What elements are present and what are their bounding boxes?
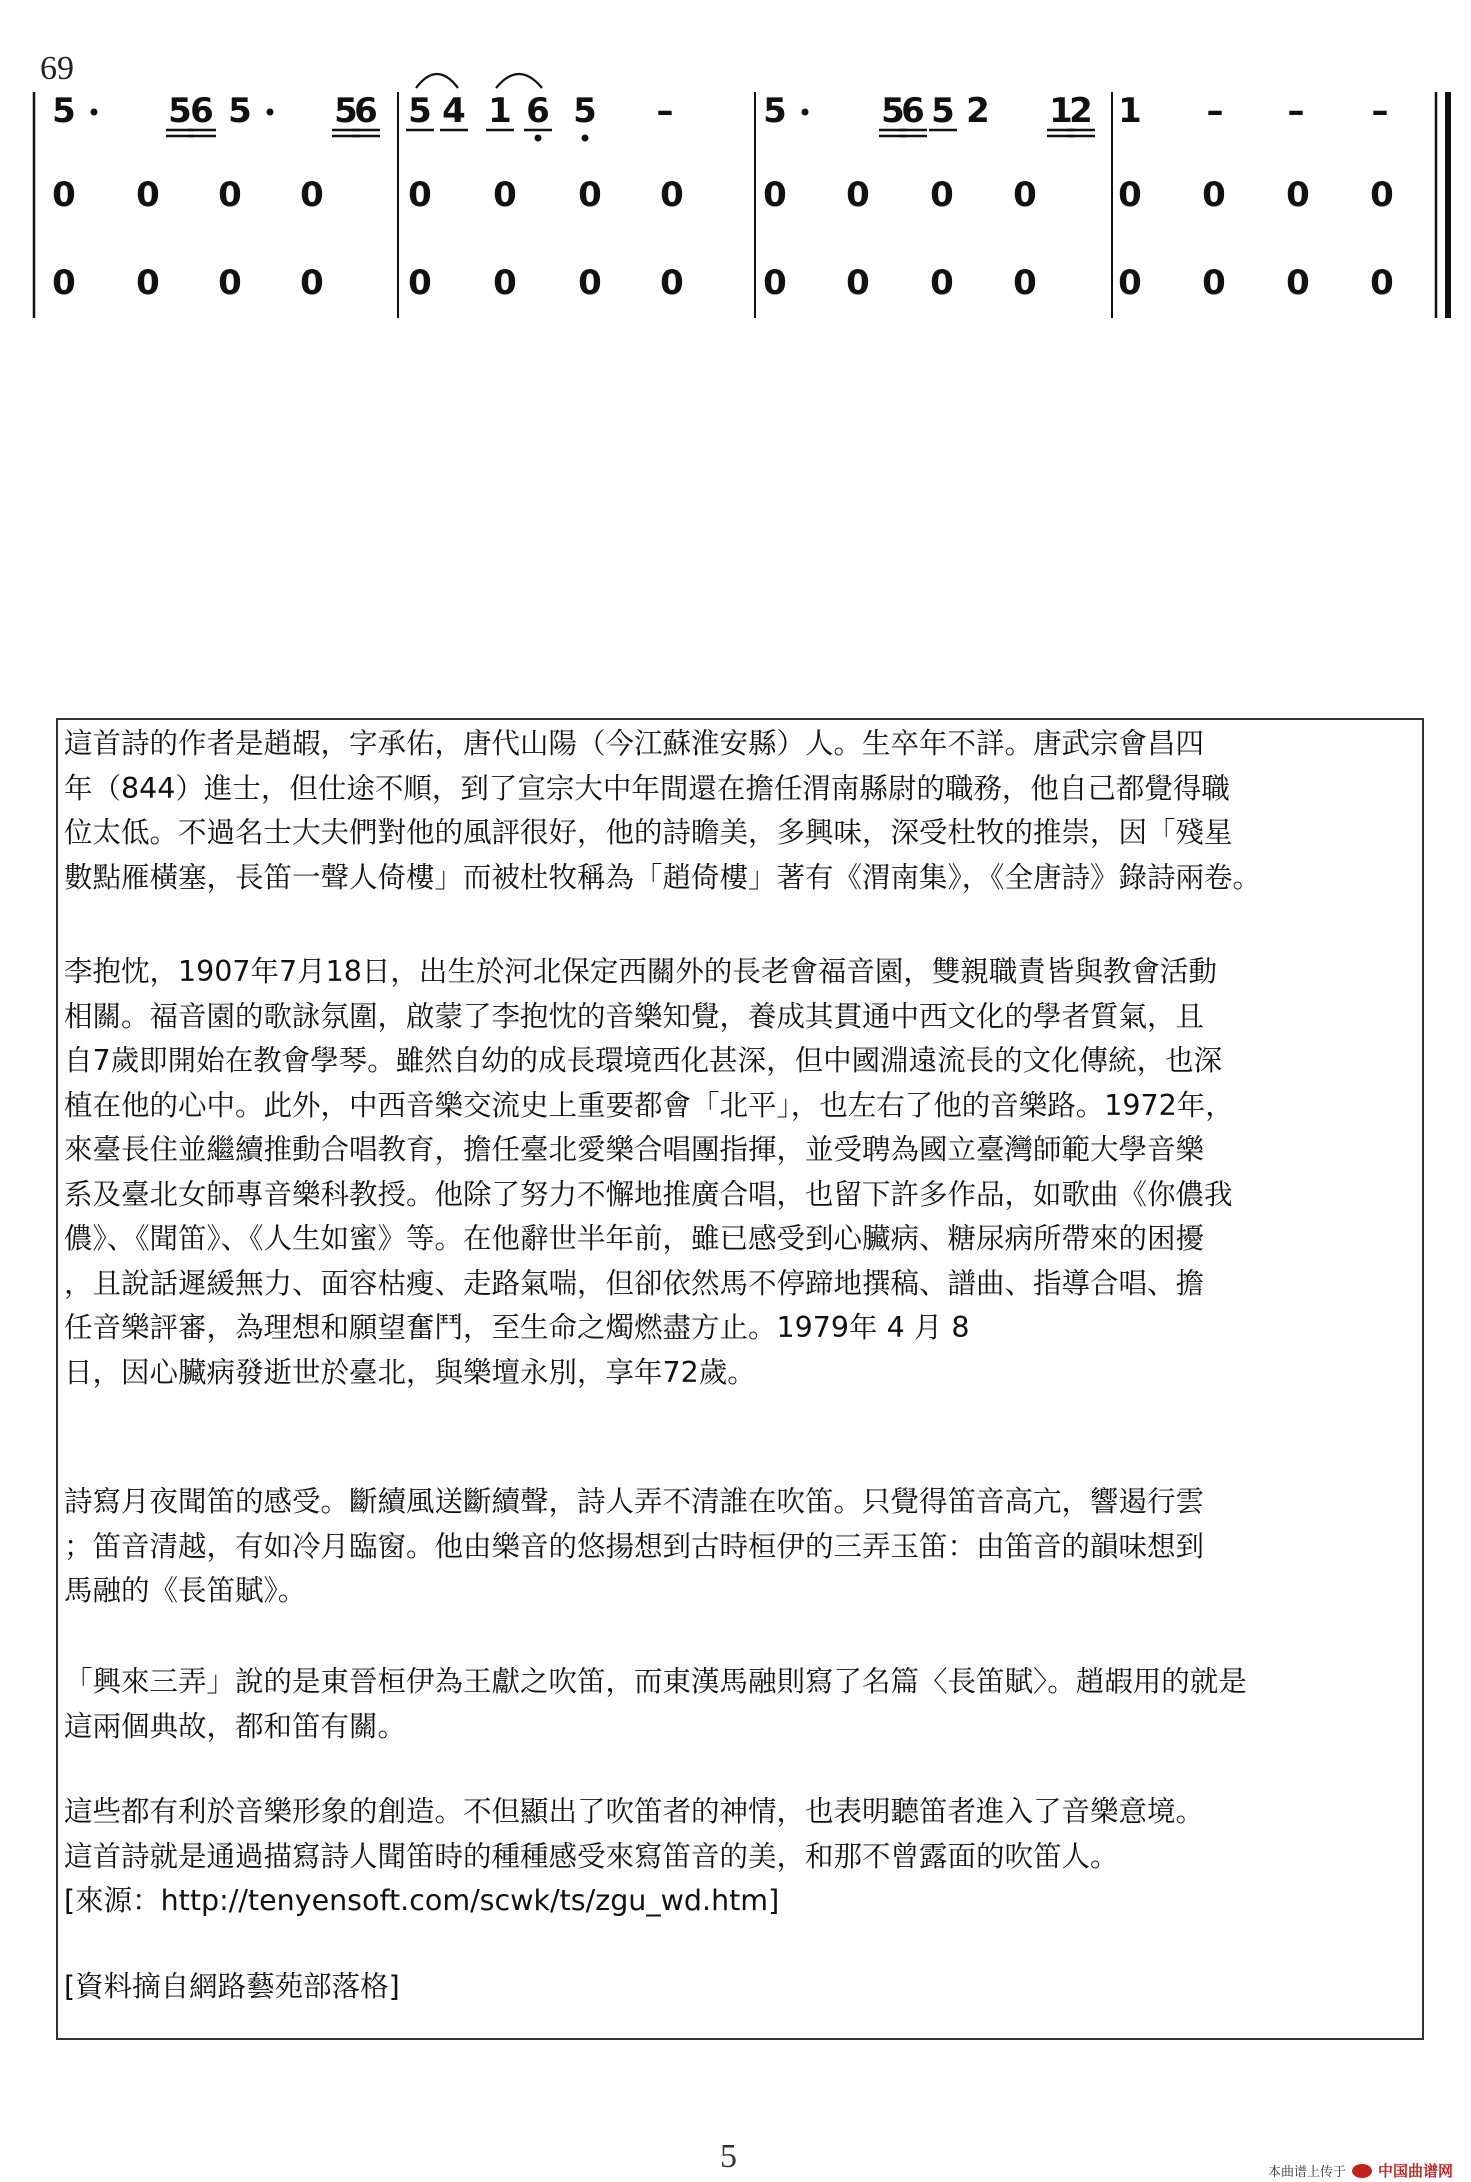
note-digit: 5 — [52, 91, 76, 131]
paragraph-poem-meaning: 詩寫月夜聞笛的感受。斷續風送斷續聲，詩人弄不清誰在吹笛。只覺得笛音高亢，響遏行雲 ；笛音清越，有如冷月臨窗。他由樂音的悠揚想到古時桓伊的三弄玉笛：由笛音的韻味想到 馬融的《長笛賦》。 — [64, 1485, 1205, 1607]
rest-zero: 0 — [136, 175, 160, 215]
jianpu-score — [0, 0, 1471, 330]
slur — [416, 74, 458, 88]
note-digit: 6 — [526, 91, 550, 131]
rest-zero: 0 — [493, 175, 517, 215]
note-digit: 1 — [1049, 91, 1073, 131]
rest-zero: 0 — [578, 175, 602, 215]
note-digit: 6 — [901, 91, 925, 131]
augmentation-dot — [267, 109, 274, 116]
note-digit: 5 — [168, 91, 192, 131]
rest-zero: 0 — [408, 175, 432, 215]
paragraph-credit: [資料摘自網路藝苑部落格] — [64, 1970, 400, 2003]
paragraph-allusion: 「興來三弄」說的是東晉桓伊為王獻之吹笛，而東漢馬融則寫了名篇〈長笛賦〉。趙嘏用的就是 這兩個典故，都和笛有關。 — [64, 1665, 1247, 1743]
rest-zero: 0 — [1118, 175, 1142, 215]
rest-zero: 0 — [1118, 263, 1142, 303]
rest-zero: 0 — [660, 263, 684, 303]
paragraph-source: 這些都有利於音樂形象的創造。不但顯出了吹笛者的神情，也表明聽笛者進入了音樂意境。 這首詩就是通過描寫詩人聞笛時的種種感受來寫笛音的美，和那不曾露面的吹笛人。 [來源：http://tenyensoft.com/scwk/ts/zgu_wd.htm] — [64, 1795, 1205, 1917]
augmentation-dot — [802, 109, 809, 116]
note-digit: 2 — [966, 91, 990, 131]
footer-brand: 中国曲谱网 — [1377, 2162, 1453, 2180]
note-digit: – — [1371, 91, 1389, 131]
rest-zero: 0 — [52, 263, 76, 303]
note-digit: 5 — [573, 91, 597, 131]
note-digit: 5 — [763, 91, 787, 131]
rest-zero: 0 — [930, 263, 954, 303]
augmentation-dot — [91, 109, 98, 116]
site-logo-icon — [1352, 2164, 1372, 2178]
note-digit: 5 — [881, 91, 905, 131]
rest-zero: 0 — [1013, 175, 1037, 215]
note-digit: 6 — [354, 91, 378, 131]
measure-number: 69 — [40, 50, 74, 87]
rest-zero: 0 — [1370, 175, 1394, 215]
rest-zero: 0 — [1202, 263, 1226, 303]
low-octave-dot — [535, 135, 542, 142]
note-digit: – — [1206, 91, 1224, 131]
footer-text: 本曲谱上传于 — [1267, 2165, 1346, 2180]
slur — [496, 74, 542, 88]
note-digit: – — [1287, 91, 1305, 131]
rest-zero: 0 — [1286, 175, 1310, 215]
note-digit: 5 — [334, 91, 358, 131]
page-number: 5 — [720, 2138, 737, 2175]
rest-zero: 0 — [578, 263, 602, 303]
paragraph-author: 這首詩的作者是趙嘏，字承佑，唐代山陽（今江蘇淮安縣）人。生卒年不詳。唐武宗會昌四 年（844）進士，但仕途不順，到了宣宗大中年間還在擔任渭南縣尉的職務，他自己都覺得職 位太低。不過名士大夫們對他的風評很好，他的詩瞻美，多興味，深受杜牧的推崇，因「殘星 數點雁橫塞，長笛一聲人倚樓」而被杜牧稱為「趙倚樓」著有《渭南集》，《全唐詩》錄詩兩卷。 — [64, 727, 1262, 894]
note-digit: 1 — [1118, 91, 1142, 131]
note-digit: 5 — [408, 91, 432, 131]
rest-zero: 0 — [300, 175, 324, 215]
rest-zero: 0 — [408, 263, 432, 303]
note-digit: – — [656, 91, 674, 131]
rest-zero: 0 — [1370, 263, 1394, 303]
rest-zero: 0 — [1286, 263, 1310, 303]
rest-zero: 0 — [493, 263, 517, 303]
note-digit: 5 — [228, 91, 252, 131]
commentary-box — [56, 718, 1424, 2040]
rest-zero: 0 — [660, 175, 684, 215]
rest-zero: 0 — [52, 175, 76, 215]
note-digit: 2 — [1069, 91, 1093, 131]
note-digit: 1 — [488, 91, 512, 131]
rest-zero: 0 — [218, 263, 242, 303]
low-octave-dot — [582, 135, 589, 142]
rest-zero: 0 — [218, 175, 242, 215]
note-digit: 6 — [190, 91, 214, 131]
rest-zero: 0 — [846, 263, 870, 303]
rest-zero: 0 — [1202, 175, 1226, 215]
note-digit: 5 — [931, 91, 955, 131]
rest-zero: 0 — [136, 263, 160, 303]
rest-zero: 0 — [763, 175, 787, 215]
rest-zero: 0 — [846, 175, 870, 215]
rest-zero: 0 — [300, 263, 324, 303]
rest-zero: 0 — [763, 263, 787, 303]
paragraph-composer: 李抱忱，1907年7月18日，出生於河北保定西關外的長老會福音園，雙親職責皆與教會活動 相關。福音園的歌詠氛圍，啟蒙了李抱忱的音樂知覺，養成其貫通中西文化的學者質氣，且 自7歲即開始在教會學琴。雖然自幼的成長環境西化甚深，但中國淵遠流長的文化傳統，也深 植在他的心中。此外，中西音樂交流史上重要都會「北平」，也左右了他的音樂路。1972年， 來臺長住並繼續推動合唱教育，擔任臺北愛樂合唱團指揮，並受聘為國立臺灣師範大學音樂 系及臺北女師專音樂科教授。他除了努力不懈地推廣合唱，也留下許多作品，如歌曲《你儂我 儂》、《聞笛》、《人生如蜜》等。在他辭世半年前，雖已感受到心臟病、糖尿病所帶來的困擾 ，且說話遲緩無力、面容枯瘦、走路氣喘，但卻依然馬不停蹄地撰稿、譜曲、指導合唱、擔 任音樂評審，為理想和願望奮鬥，至生命之燭燃盡方止。1979年 4 月 8 日，因心臟病發逝世於臺北，與樂壇永別，享年72歲。 — [64, 955, 1234, 1389]
site-footer — [1268, 2160, 1453, 2181]
rest-zero: 0 — [1013, 263, 1037, 303]
rest-zero: 0 — [930, 175, 954, 215]
note-digit: 4 — [442, 91, 466, 131]
